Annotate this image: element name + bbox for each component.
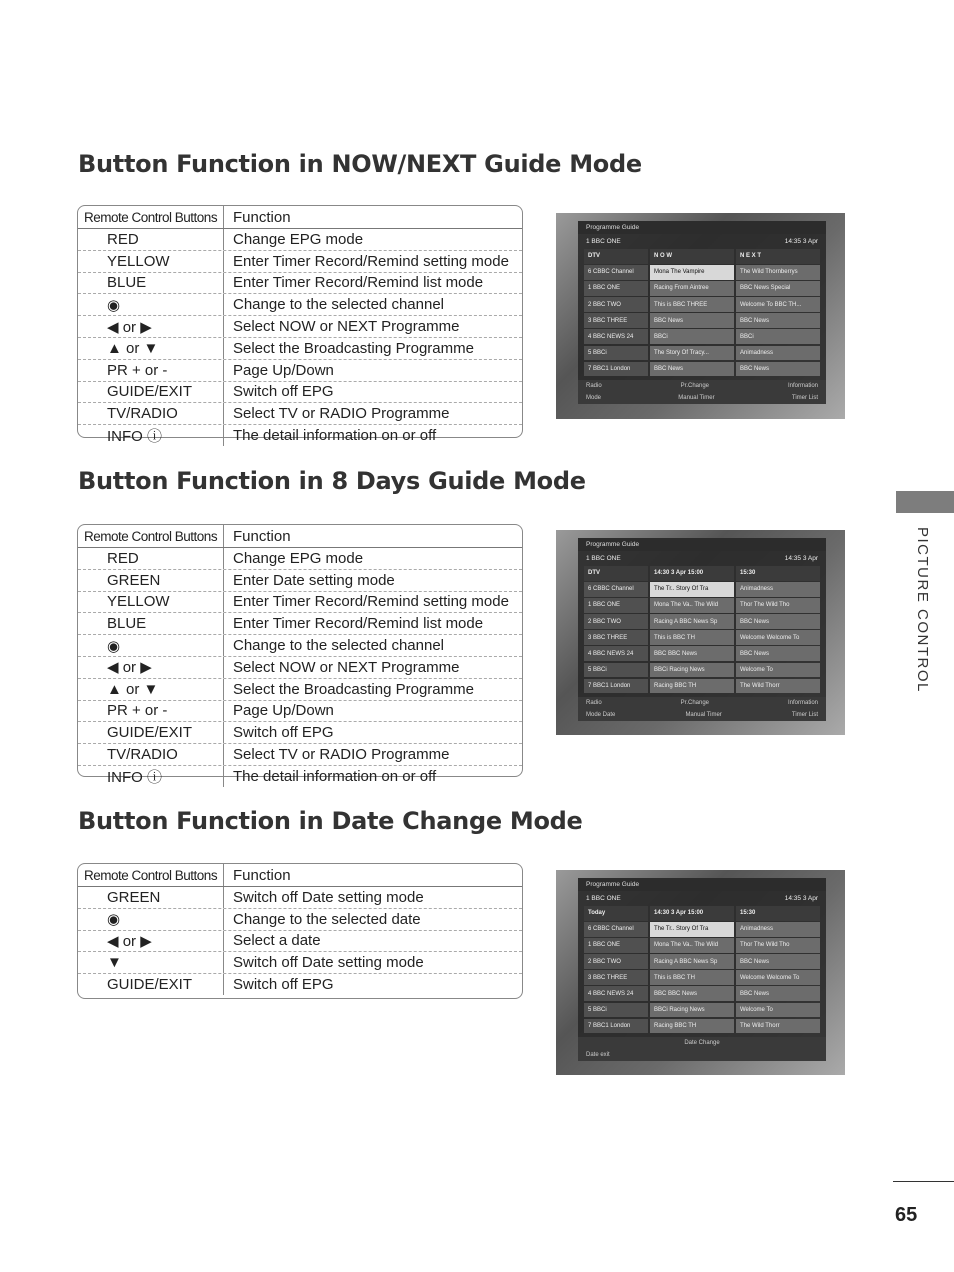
guide-channel: 4 BBC NEWS 24 xyxy=(584,986,648,1001)
current-channel-line xyxy=(578,551,826,566)
button-function: Select NOW or NEXT Programme xyxy=(233,318,460,336)
guide-channel: 2 BBC TWO xyxy=(584,297,648,312)
guide-channel: 1 BBC ONE xyxy=(584,938,648,953)
button-name: RED xyxy=(78,229,224,250)
guide-header-now: N O W xyxy=(650,249,734,264)
table-row xyxy=(78,250,522,272)
button-function: Switch off EPG xyxy=(233,383,334,401)
table-row xyxy=(78,887,522,908)
button-function: Change to the selected channel xyxy=(233,296,444,314)
table-row xyxy=(78,569,522,591)
guide-row xyxy=(584,679,820,694)
button-function: Select the Broadcasting Programme xyxy=(233,339,474,357)
guide-programme-next: Welcome To xyxy=(736,663,820,678)
guide-channel: 5 BBCi xyxy=(584,346,648,361)
guide-programme-next: BBC News xyxy=(736,362,820,377)
epg-screenshot-date-change xyxy=(556,870,845,1075)
table-row xyxy=(78,548,522,569)
header-function: Function xyxy=(233,208,291,226)
table-row xyxy=(78,930,522,952)
button-function: Enter Timer Record/Remind list mode xyxy=(233,274,484,292)
button-name: ◀ or ▶ xyxy=(78,316,224,337)
table-row xyxy=(78,229,522,250)
guide-programme-now: BBC BBC News xyxy=(650,646,734,661)
guide-programme-next: BBC News xyxy=(736,313,820,328)
button-name: GUIDE/EXIT xyxy=(78,974,224,995)
button-function: Page Up/Down xyxy=(233,361,334,379)
guide-header-next: 15:30 xyxy=(736,566,820,581)
guide-programme-now: BBCi xyxy=(650,329,734,344)
guide-row xyxy=(584,630,820,645)
header-function: Function xyxy=(233,866,291,884)
guide-row xyxy=(584,1019,820,1034)
guide-programme-now: Racing BBC TH xyxy=(650,679,734,694)
section-title-8-days: Button Function in 8 Days Guide Mode xyxy=(78,467,586,495)
current-channel: 1 BBC ONE xyxy=(586,238,621,245)
button-function: Enter Timer Record/Remind setting mode xyxy=(233,252,509,270)
button-name: ◉ xyxy=(78,294,224,315)
guide-programme-next: The Wild Thorr xyxy=(736,679,820,694)
button-name: ▼ xyxy=(78,952,224,973)
guide-programme-now: The Tr.. Story Of Tra xyxy=(650,922,734,937)
button-name: TV/RADIO xyxy=(78,744,224,765)
guide-footer-item: Information xyxy=(787,700,818,707)
guide-title: Programme Guide xyxy=(578,878,826,891)
guide-programme-next: Thor The Wild Tho xyxy=(736,598,820,613)
guide-row xyxy=(584,663,820,678)
guide-programme-now: The Story Of Tracy... xyxy=(650,346,734,361)
table-row xyxy=(78,634,522,656)
guide-channel: 4 BBC NEWS 24 xyxy=(584,646,648,661)
guide-header-row xyxy=(584,906,820,921)
guide-row xyxy=(584,362,820,377)
button-function: Select TV or RADIO Programme xyxy=(233,405,450,423)
guide-channel: 5 BBCi xyxy=(584,1003,648,1018)
table-row xyxy=(78,612,522,634)
guide-programme-now: This is BBC TH xyxy=(650,630,734,645)
current-time: 14:35 3 Apr xyxy=(784,895,818,902)
guide-footer-row xyxy=(578,1037,826,1049)
table-row xyxy=(78,293,522,315)
button-name: GREEN xyxy=(78,570,224,591)
button-function: Enter Timer Record/Remind list mode xyxy=(233,615,484,633)
guide-footer-item: Pr.Change xyxy=(680,383,710,390)
table-row xyxy=(78,272,522,294)
guide-row xyxy=(584,329,820,344)
button-function: Select a date xyxy=(233,932,321,950)
side-chapter-label: PICTURE CONTROL xyxy=(914,527,931,693)
guide-programme-now: Racing From Aintree xyxy=(650,281,734,296)
table-row xyxy=(78,424,522,446)
button-name: ◀ or ▶ xyxy=(78,657,224,678)
button-name: RED xyxy=(78,548,224,569)
guide-grid xyxy=(584,566,820,693)
guide-programme-next: Welcome Welcome To xyxy=(736,970,820,985)
guide-channel: 6 CBBC Channel xyxy=(584,582,648,597)
button-name: TV/RADIO xyxy=(78,403,224,424)
button-name: YELLOW xyxy=(78,592,224,613)
table-row xyxy=(78,337,522,359)
table-row xyxy=(78,381,522,403)
button-function: Page Up/Down xyxy=(233,702,334,720)
table-row xyxy=(78,591,522,613)
guide-programme-next: BBC News xyxy=(736,646,820,661)
button-name: INFO ⓘ xyxy=(78,425,224,446)
guide-grid xyxy=(584,249,820,376)
guide-footer-item: Information xyxy=(787,383,818,390)
guide-programme-next: Thor The Wild Tho xyxy=(736,938,820,953)
guide-footer-row xyxy=(578,392,826,404)
table-row xyxy=(78,359,522,381)
guide-footer-item: Date exit xyxy=(586,1052,610,1059)
guide-channel: 7 BBC1 London xyxy=(584,362,648,377)
guide-footer-item: Radio xyxy=(586,383,602,390)
table-row xyxy=(78,973,522,995)
table-row xyxy=(78,402,522,424)
guide-channel: 1 BBC ONE xyxy=(584,281,648,296)
guide-programme-next: Animadness xyxy=(736,346,820,361)
button-function: Select NOW or NEXT Programme xyxy=(233,658,460,676)
button-name: ▲ or ▼ xyxy=(78,679,224,700)
guide-footer-item: Date Change xyxy=(684,1040,720,1047)
guide-footer-item: Manual Timer xyxy=(678,395,715,402)
button-name: GREEN xyxy=(78,887,224,908)
table-row xyxy=(78,678,522,700)
button-name: PR + or - xyxy=(78,701,224,722)
current-time: 14:35 3 Apr xyxy=(784,555,818,562)
button-name: ◉ xyxy=(78,635,224,656)
programme-guide-panel xyxy=(578,538,826,721)
guide-row xyxy=(584,614,820,629)
guide-channel: 3 BBC THREE xyxy=(584,970,648,985)
guide-row xyxy=(584,265,820,280)
guide-header-row xyxy=(584,566,820,581)
current-channel-line xyxy=(578,891,826,906)
button-function: Enter Date setting mode xyxy=(233,571,395,589)
button-function: Switch off EPG xyxy=(233,724,334,742)
guide-row xyxy=(584,297,820,312)
button-name: PR + or - xyxy=(78,360,224,381)
button-table-8-days xyxy=(77,524,523,786)
epg-screenshot-now-next xyxy=(556,213,845,419)
button-name: INFO ⓘ xyxy=(78,766,224,787)
button-function: Change EPG mode xyxy=(233,549,364,567)
guide-header-mode: DTV xyxy=(584,249,648,264)
guide-programme-next: Welcome To xyxy=(736,1003,820,1018)
table-header-row xyxy=(78,864,522,887)
current-channel: 1 BBC ONE xyxy=(586,895,621,902)
guide-programme-now: BBCi Racing News xyxy=(650,1003,734,1018)
table-row xyxy=(78,656,522,678)
guide-footer-row xyxy=(578,1049,826,1061)
guide-channel: 3 BBC THREE xyxy=(584,313,648,328)
guide-footer-item: Timer List xyxy=(791,712,818,719)
guide-channel: 6 CBBC Channel xyxy=(584,265,648,280)
guide-programme-now: Mona The Va.. The Wild xyxy=(650,938,734,953)
guide-programme-next: Welcome To BBC TH... xyxy=(736,297,820,312)
guide-row xyxy=(584,954,820,969)
guide-channel: 2 BBC TWO xyxy=(584,614,648,629)
guide-grid xyxy=(584,906,820,1033)
table-row xyxy=(78,743,522,765)
button-name: BLUE xyxy=(78,273,224,294)
guide-channel: 7 BBC1 London xyxy=(584,1019,648,1034)
button-function: Switch off Date setting mode xyxy=(233,888,424,906)
section-title-now-next: Button Function in NOW/NEXT Guide Mode xyxy=(78,150,642,178)
current-channel-line xyxy=(578,234,826,249)
button-function: The detail information on or off xyxy=(233,767,437,785)
guide-programme-now: The Tr.. Story Of Tra xyxy=(650,582,734,597)
current-time: 14:35 3 Apr xyxy=(784,238,818,245)
guide-title: Programme Guide xyxy=(578,221,826,234)
button-table-date-change xyxy=(77,863,523,999)
guide-footer-item: Mode Date xyxy=(586,712,616,719)
guide-channel: 6 CBBC Channel xyxy=(584,922,648,937)
guide-header-mode: Today xyxy=(584,906,648,921)
guide-programme-now: Racing BBC TH xyxy=(650,1019,734,1034)
page-number: 65 xyxy=(895,1204,918,1226)
guide-footer-row xyxy=(578,697,826,709)
section-tab-marker xyxy=(896,491,954,513)
programme-guide-panel xyxy=(578,878,826,1061)
button-function: Change to the selected channel xyxy=(233,637,444,655)
guide-row xyxy=(584,646,820,661)
header-function: Function xyxy=(233,527,291,545)
button-function: Change EPG mode xyxy=(233,230,364,248)
guide-row xyxy=(584,598,820,613)
header-remote-buttons: Remote Control Buttons xyxy=(78,864,224,886)
page-number-rule xyxy=(893,1181,954,1182)
table-row xyxy=(78,908,522,930)
guide-channel: 5 BBCi xyxy=(584,663,648,678)
button-name: ▲ or ▼ xyxy=(78,338,224,359)
guide-programme-next: The Wild Thorr xyxy=(736,1019,820,1034)
guide-channel: 2 BBC TWO xyxy=(584,954,648,969)
button-function: The detail information on or off xyxy=(233,427,437,445)
guide-footer-item: Pr.Change xyxy=(680,700,710,707)
button-function: Switch off EPG xyxy=(233,976,334,994)
button-function: Change to the selected date xyxy=(233,910,421,928)
guide-programme-now: BBC News xyxy=(650,362,734,377)
programme-guide-panel xyxy=(578,221,826,404)
guide-programme-next: BBC News xyxy=(736,614,820,629)
guide-row xyxy=(584,346,820,361)
guide-programme-now: This is BBC THREE xyxy=(650,297,734,312)
guide-programme-now: This is BBC TH xyxy=(650,970,734,985)
guide-header-next: 15:30 xyxy=(736,906,820,921)
guide-programme-now: BBCi Racing News xyxy=(650,663,734,678)
guide-row xyxy=(584,970,820,985)
button-name: GUIDE/EXIT xyxy=(78,722,224,743)
guide-programme-next: BBC News Special xyxy=(736,281,820,296)
guide-programme-next: Animadness xyxy=(736,582,820,597)
guide-programme-next: BBC News xyxy=(736,954,820,969)
guide-row xyxy=(584,986,820,1001)
guide-programme-next: The Wild Thornberrys xyxy=(736,265,820,280)
guide-row xyxy=(584,582,820,597)
guide-programme-next: BBC News xyxy=(736,986,820,1001)
guide-programme-next: BBCi xyxy=(736,329,820,344)
header-remote-buttons: Remote Control Buttons xyxy=(78,206,224,228)
button-name: GUIDE/EXIT xyxy=(78,382,224,403)
guide-channel: 3 BBC THREE xyxy=(584,630,648,645)
table-row xyxy=(78,700,522,722)
button-name: ◉ xyxy=(78,909,224,930)
guide-row xyxy=(584,1003,820,1018)
table-row xyxy=(78,721,522,743)
guide-programme-now: Mona The Va.. The Wild xyxy=(650,598,734,613)
button-name: BLUE xyxy=(78,613,224,634)
button-name: ◀ or ▶ xyxy=(78,931,224,952)
section-title-date-change: Button Function in Date Change Mode xyxy=(78,807,583,835)
guide-programme-next: Animadness xyxy=(736,922,820,937)
button-function: Enter Timer Record/Remind setting mode xyxy=(233,593,509,611)
guide-row xyxy=(584,313,820,328)
guide-programme-now: BBC News xyxy=(650,313,734,328)
guide-footer-item: Radio xyxy=(586,700,602,707)
guide-programme-now: Racing A BBC News Sp xyxy=(650,954,734,969)
guide-channel: 7 BBC1 London xyxy=(584,679,648,694)
button-name: YELLOW xyxy=(78,251,224,272)
button-function: Select TV or RADIO Programme xyxy=(233,746,450,764)
table-header-row xyxy=(78,525,522,548)
guide-header-mode: DTV xyxy=(584,566,648,581)
button-function: Switch off Date setting mode xyxy=(233,954,424,972)
guide-footer-row xyxy=(578,709,826,721)
epg-screenshot-8-days xyxy=(556,530,845,735)
button-function: Select the Broadcasting Programme xyxy=(233,680,474,698)
guide-header-next: N E X T xyxy=(736,249,820,264)
guide-row xyxy=(584,281,820,296)
guide-footer-item: Manual Timer xyxy=(685,712,722,719)
guide-row xyxy=(584,938,820,953)
table-row xyxy=(78,765,522,787)
guide-channel: 4 BBC NEWS 24 xyxy=(584,329,648,344)
button-table-now-next xyxy=(77,205,523,446)
current-channel: 1 BBC ONE xyxy=(586,555,621,562)
guide-programme-now: BBC BBC News xyxy=(650,986,734,1001)
guide-footer-item: Mode xyxy=(586,395,602,402)
guide-header-now: 14:30 3 Apr 15:00 xyxy=(650,566,734,581)
header-remote-buttons: Remote Control Buttons xyxy=(78,525,224,547)
guide-title: Programme Guide xyxy=(578,538,826,551)
guide-programme-now: Mona The Vampire xyxy=(650,265,734,280)
guide-channel: 1 BBC ONE xyxy=(584,598,648,613)
guide-programme-now: Racing A BBC News Sp xyxy=(650,614,734,629)
guide-header-now: 14:30 3 Apr 15:00 xyxy=(650,906,734,921)
guide-header-row xyxy=(584,249,820,264)
guide-footer-item: Timer List xyxy=(791,395,818,402)
table-row xyxy=(78,315,522,337)
table-row xyxy=(78,951,522,973)
guide-programme-next: Welcome Welcome To xyxy=(736,630,820,645)
guide-row xyxy=(584,922,820,937)
guide-footer-row xyxy=(578,380,826,392)
table-header-row xyxy=(78,206,522,229)
